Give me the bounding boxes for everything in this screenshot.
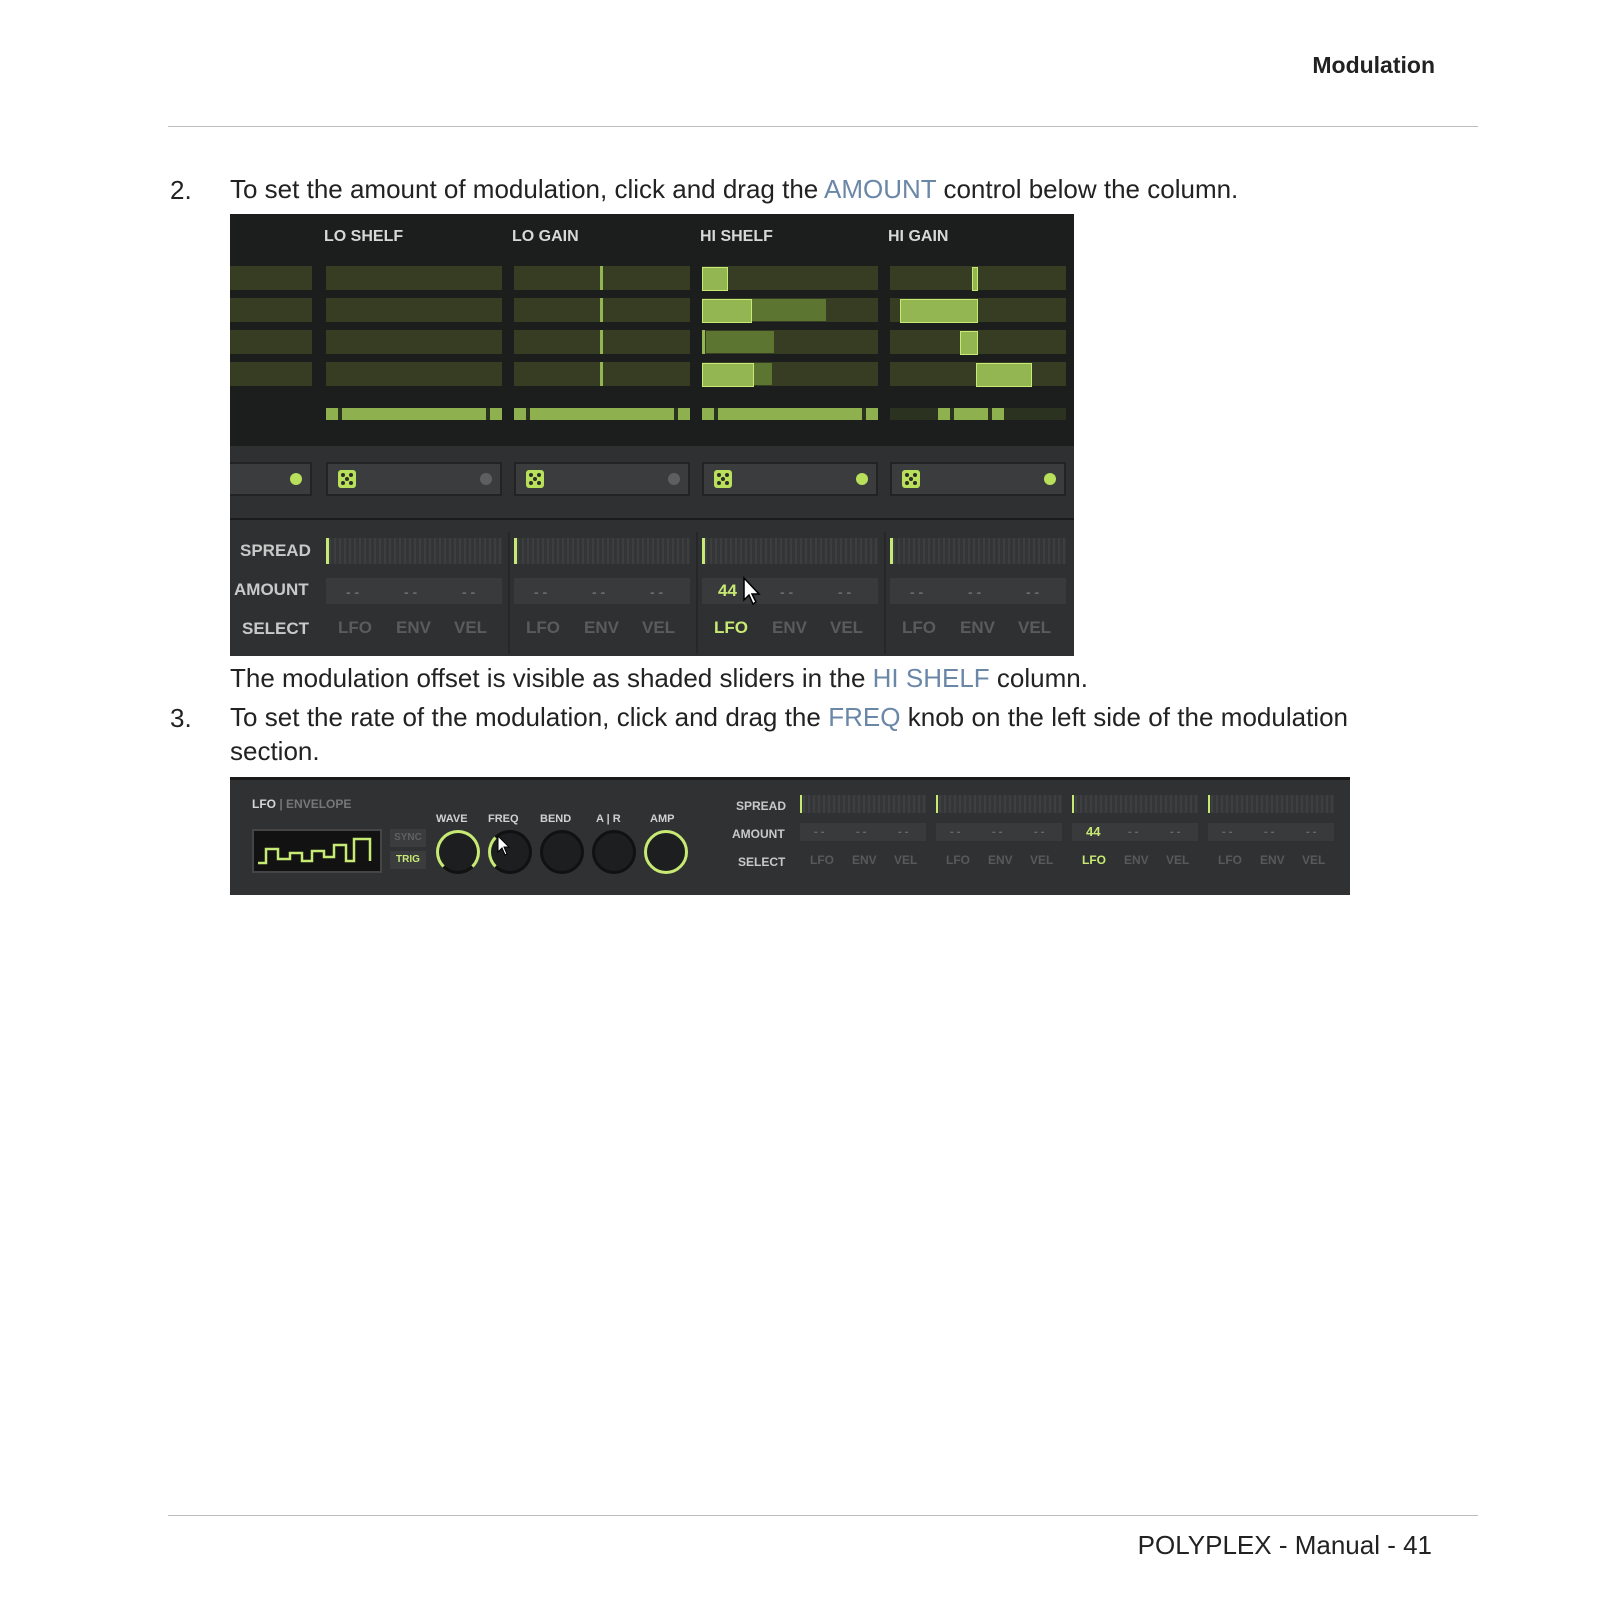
column-toolbar — [326, 462, 502, 496]
step-2-text: To set the amount of modulation, click and drag the AMOUNT control below the column. — [230, 174, 1239, 204]
spread-slider[interactable] — [800, 795, 926, 813]
slider-value-marker — [702, 330, 705, 354]
divider — [230, 518, 1074, 520]
step-slider[interactable] — [702, 266, 878, 290]
length-marker — [326, 408, 338, 420]
tab-separator: | — [279, 797, 283, 811]
slider-fill — [960, 331, 978, 355]
amount-vel[interactable]: - - — [650, 584, 664, 600]
section-header: Modulation — [1312, 52, 1435, 78]
randomize-dice-icon[interactable] — [338, 470, 356, 488]
step-wave-icon — [254, 831, 380, 871]
length-fill — [342, 408, 486, 420]
amount-env[interactable]: - - — [856, 826, 867, 838]
amount-env[interactable]: - - — [592, 584, 606, 600]
amount-env[interactable]: - - — [404, 584, 418, 600]
select-env[interactable]: ENV — [988, 853, 1013, 867]
wave-knob[interactable] — [436, 830, 480, 874]
enable-dot-icon[interactable] — [856, 473, 868, 485]
spread-marker — [1208, 795, 1210, 813]
spread-slider[interactable] — [326, 538, 502, 564]
amount-vel[interactable]: - - — [462, 584, 476, 600]
spread-slider[interactable] — [514, 538, 690, 564]
column-divider — [508, 532, 510, 654]
trig-button[interactable]: TRIG — [390, 851, 426, 869]
step-3-text: To set the rate of the modulation, click and drag the FREQ knob on the left side of the modulation section. — [230, 702, 1348, 766]
select-label: SELECT — [242, 619, 310, 638]
length-fill — [530, 408, 674, 420]
spread-marker — [890, 538, 893, 564]
slider-value-marker — [600, 298, 603, 322]
step-slider[interactable] — [890, 330, 1066, 354]
amount-value[interactable]: 44 — [1086, 824, 1101, 839]
amount-lfo[interactable]: - - — [910, 584, 924, 600]
slider-value-marker — [600, 266, 603, 290]
modulation-shade — [752, 299, 826, 321]
randomize-dice-icon[interactable] — [902, 470, 920, 488]
eq-modulation-screenshot — [230, 214, 1074, 656]
footer-rule — [168, 1515, 1478, 1516]
amount-env[interactable]: - - — [968, 584, 982, 600]
amount-env[interactable]: - - — [992, 826, 1003, 838]
step-slider[interactable] — [326, 330, 502, 354]
enable-dot-icon[interactable] — [668, 473, 680, 485]
top-edge — [230, 777, 1350, 780]
column-toolbar — [230, 462, 312, 496]
spread-marker — [326, 538, 329, 564]
step-slider[interactable] — [230, 362, 312, 386]
select-env[interactable]: ENV — [1260, 853, 1285, 867]
enable-dot-icon[interactable] — [480, 473, 492, 485]
knob-label-wave: WAVE — [436, 813, 468, 825]
step-3-number: 3. — [170, 703, 192, 733]
slider-fill — [702, 363, 754, 387]
amount-control[interactable] — [936, 823, 1062, 841]
step-slider[interactable] — [230, 330, 312, 354]
spread-slider[interactable] — [890, 538, 1066, 564]
tab-envelope[interactable]: ENVELOPE — [286, 797, 352, 811]
select-lfo[interactable]: LFO — [526, 618, 560, 637]
amount-lfo[interactable]: - - — [534, 584, 548, 600]
step-slider[interactable] — [326, 362, 502, 386]
spread-slider[interactable] — [1208, 795, 1334, 813]
select-lfo[interactable]: LFO — [1218, 853, 1242, 867]
length-fill — [954, 408, 988, 420]
length-fill — [718, 408, 862, 420]
tab-lfo[interactable]: LFO — [252, 797, 276, 811]
modulation-shade — [706, 331, 774, 353]
amount-control-active[interactable] — [1072, 823, 1198, 841]
slider-fill — [702, 267, 728, 291]
bend-knob[interactable] — [540, 830, 584, 874]
amount-control[interactable] — [800, 823, 926, 841]
length-marker — [992, 408, 1004, 420]
amount-lfo[interactable]: - - — [814, 826, 825, 838]
hi-shelf-reference: HI SHELF — [872, 663, 990, 693]
amount-vel[interactable]: - - — [1034, 826, 1045, 838]
amount-env[interactable]: - - — [1264, 826, 1275, 838]
step-slider[interactable] — [890, 266, 1066, 290]
knob-label-amp: AMP — [650, 813, 675, 825]
column-toolbar — [514, 462, 690, 496]
select-env[interactable]: ENV — [772, 618, 807, 637]
enable-dot-icon[interactable] — [290, 473, 302, 485]
step-2-number: 2. — [170, 175, 192, 205]
amount-reference: AMOUNT — [824, 174, 937, 204]
knob-label-freq: FREQ — [488, 813, 519, 825]
select-lfo[interactable]: LFO — [338, 618, 372, 637]
knob-label-ar: A | R — [596, 813, 621, 825]
ar-knob[interactable] — [592, 830, 636, 874]
select-env[interactable]: ENV — [396, 618, 431, 637]
spread-marker — [702, 538, 705, 564]
enable-dot-icon[interactable] — [1044, 473, 1056, 485]
select-lfo-active[interactable]: LFO — [1082, 853, 1106, 867]
amount-vel[interactable]: - - — [1026, 584, 1040, 600]
amount-env[interactable]: - - — [780, 584, 794, 600]
amount-label: AMOUNT — [732, 827, 785, 841]
spread-label: SPREAD — [240, 541, 311, 560]
step-slider[interactable] — [230, 266, 312, 290]
randomize-dice-icon[interactable] — [714, 470, 732, 488]
mode-tabs — [252, 797, 351, 811]
select-vel[interactable]: VEL — [454, 618, 488, 637]
amount-control[interactable] — [890, 578, 1066, 604]
waveform-display[interactable] — [252, 829, 382, 873]
column-header-hi-gain: HI GAIN — [888, 228, 949, 245]
amount-vel[interactable]: - - — [838, 584, 852, 600]
lfo-section-screenshot — [230, 777, 1350, 895]
step-slider[interactable] — [326, 298, 502, 322]
randomize-dice-icon[interactable] — [526, 470, 544, 488]
knob-label-bend: BEND — [540, 813, 572, 825]
select-env[interactable]: ENV — [584, 618, 619, 637]
amount-vel[interactable]: - - — [1306, 826, 1317, 838]
note-text: The modulation offset is visible as shaded sliders in the HI SHELF column. — [230, 663, 1088, 693]
mouse-cursor-icon — [742, 576, 762, 606]
slider-fill — [900, 299, 978, 323]
amount-lfo[interactable]: - - — [950, 826, 961, 838]
length-marker — [490, 408, 502, 420]
select-lfo-active[interactable]: LFO — [714, 618, 748, 637]
amount-control[interactable] — [326, 578, 502, 604]
amount-lfo[interactable]: - - — [346, 584, 360, 600]
select-vel[interactable]: VEL — [642, 618, 676, 637]
column-toolbar — [890, 462, 1066, 496]
select-vel[interactable]: VEL — [830, 618, 864, 637]
select-lfo[interactable]: LFO — [902, 618, 936, 637]
amount-vel[interactable]: - - — [1170, 826, 1181, 838]
select-env[interactable]: ENV — [960, 618, 995, 637]
amount-vel[interactable]: - - — [898, 826, 909, 838]
page-footer: POLYPLEX - Manual - 41 — [1137, 1530, 1432, 1560]
amount-value[interactable]: 44 — [718, 581, 737, 600]
column-header-hi-shelf: HI SHELF — [700, 228, 773, 245]
select-vel[interactable]: VEL — [1018, 618, 1052, 637]
select-vel[interactable]: VEL — [894, 853, 918, 867]
header-rule — [168, 126, 1478, 127]
spread-label: SPREAD — [736, 799, 787, 813]
select-lfo[interactable]: LFO — [810, 853, 834, 867]
spread-marker — [800, 795, 802, 813]
freq-reference: FREQ — [828, 702, 901, 732]
length-marker — [678, 408, 690, 420]
column-toolbar — [702, 462, 878, 496]
spread-marker — [936, 795, 938, 813]
slider-value-marker — [600, 330, 603, 354]
step-slider[interactable] — [326, 266, 502, 290]
slider-value-marker — [600, 362, 603, 386]
select-env[interactable]: ENV — [852, 853, 877, 867]
spread-slider[interactable] — [702, 538, 878, 564]
column-divider — [696, 532, 698, 654]
amount-control-active[interactable] — [702, 578, 878, 604]
spread-slider[interactable] — [936, 795, 1062, 813]
slider-fill — [972, 267, 978, 291]
select-env[interactable]: ENV — [1124, 853, 1149, 867]
slider-fill — [702, 299, 752, 323]
mouse-cursor-icon — [497, 835, 511, 857]
spread-marker — [514, 538, 517, 564]
step-slider[interactable] — [230, 298, 312, 322]
amount-control[interactable] — [1208, 823, 1334, 841]
column-header-lo-gain: LO GAIN — [512, 228, 579, 245]
column-divider — [884, 532, 886, 654]
length-marker — [702, 408, 714, 420]
select-vel[interactable]: VEL — [1030, 853, 1054, 867]
amount-lfo[interactable]: - - — [1222, 826, 1233, 838]
length-marker — [514, 408, 526, 420]
amp-knob[interactable] — [644, 830, 688, 874]
select-label: SELECT — [738, 855, 786, 869]
select-lfo[interactable]: LFO — [946, 853, 970, 867]
amount-label: AMOUNT — [234, 580, 309, 599]
sync-button[interactable]: SYNC — [390, 829, 426, 847]
length-marker — [866, 408, 878, 420]
slider-fill — [976, 363, 1032, 387]
spread-marker — [1072, 795, 1074, 813]
spread-slider[interactable] — [1072, 795, 1198, 813]
modulation-shade — [754, 363, 772, 385]
amount-env[interactable]: - - — [1128, 826, 1139, 838]
amount-control[interactable] — [514, 578, 690, 604]
length-marker — [938, 408, 950, 420]
select-vel[interactable]: VEL — [1302, 853, 1326, 867]
select-vel[interactable]: VEL — [1166, 853, 1190, 867]
column-header-lo-shelf: LO SHELF — [324, 228, 404, 245]
